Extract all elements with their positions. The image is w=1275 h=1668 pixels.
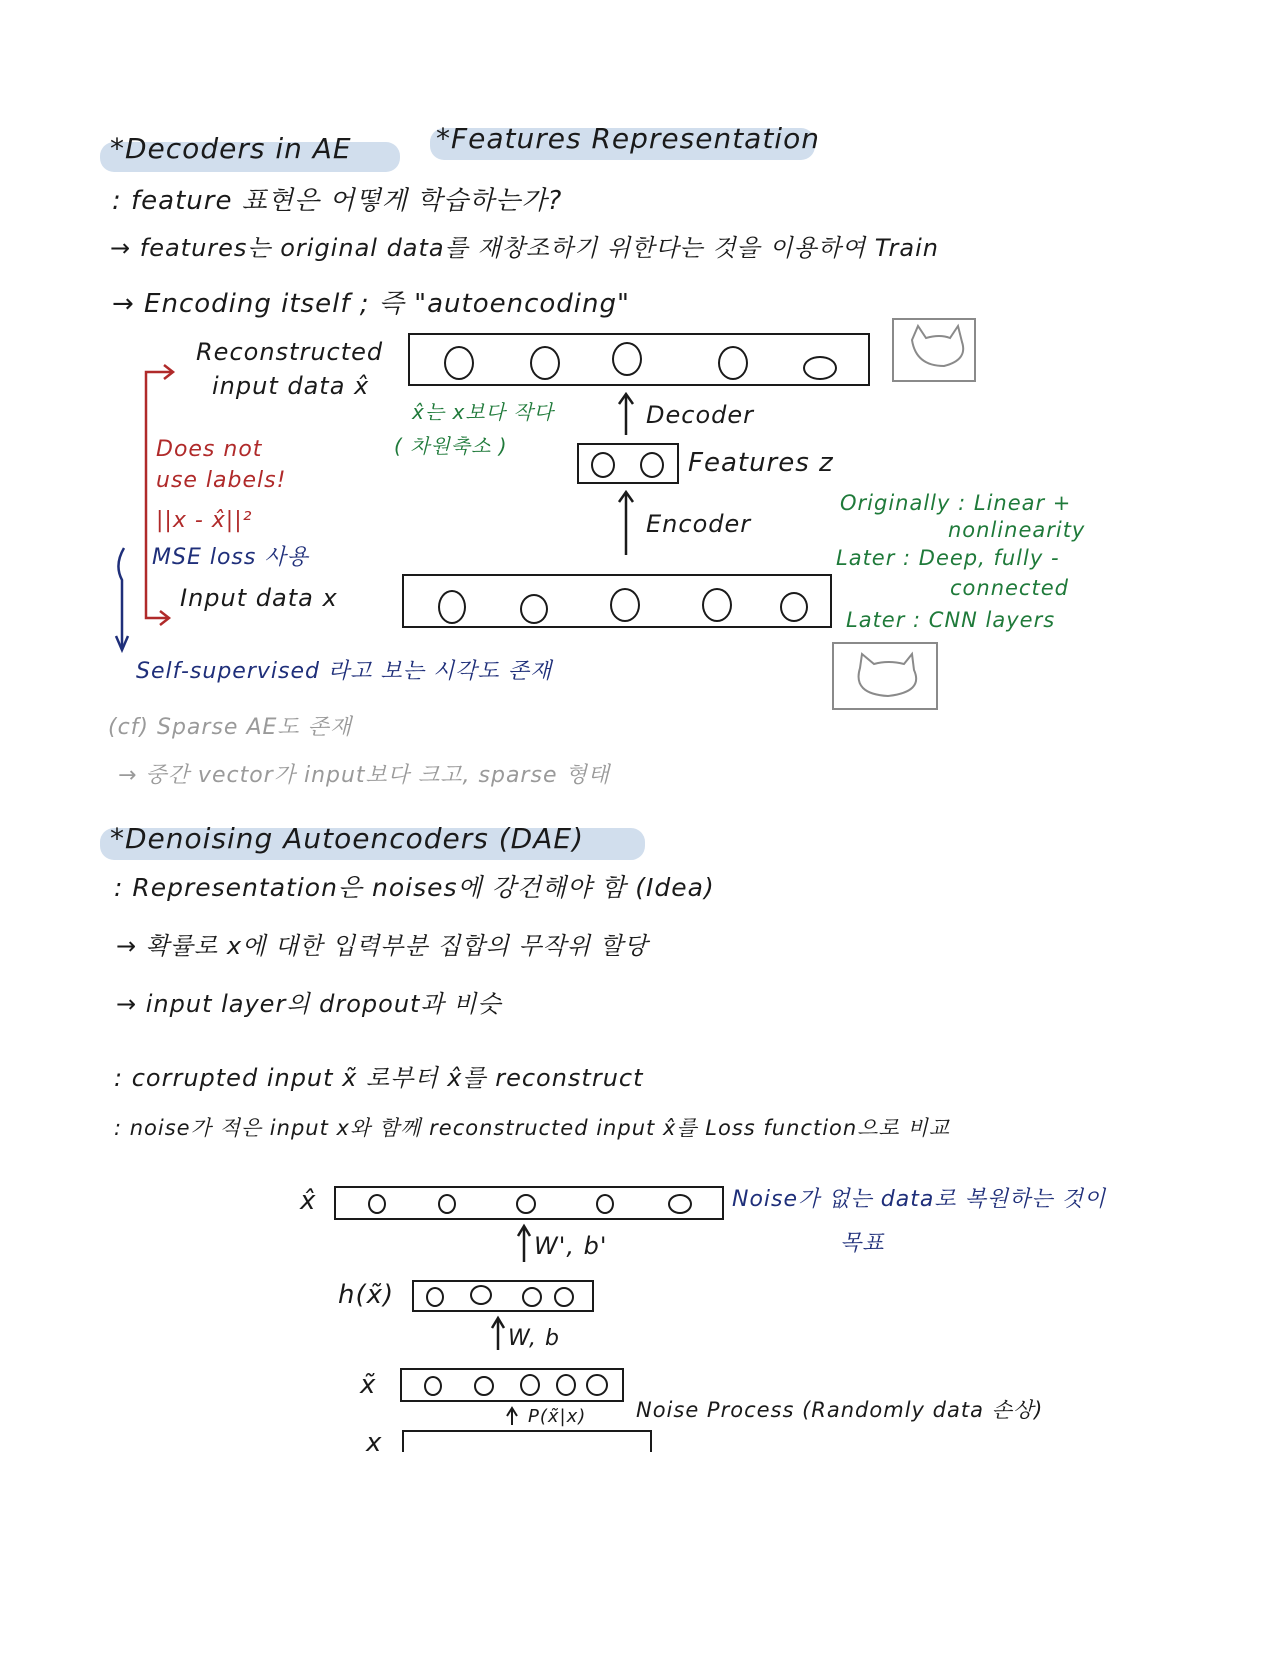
- label-x-hat: x̂: [300, 1186, 317, 1216]
- note-norm: ||x - x̂||²: [156, 508, 253, 533]
- note-noise-process: Noise Process (Randomly data 손상): [636, 1398, 1044, 1422]
- dae-output-node: [668, 1194, 692, 1214]
- dae-output-node: [596, 1194, 614, 1214]
- section2-line1: : Representation은 noises에 강건해야 함 (Idea): [114, 873, 715, 902]
- note-self-supervised: Self-supervised 라고 보는 시각도 존재: [136, 659, 553, 684]
- label-input-data: Input data x: [180, 584, 338, 612]
- dae-output-node: [516, 1194, 536, 1214]
- label-encoder: Encoder: [646, 510, 752, 538]
- section1-line1: : feature 표현은 어떻게 학습하는가?: [112, 186, 563, 216]
- note-does-not: Does not: [156, 437, 263, 462]
- note-nonlinearity: nonlinearity: [948, 518, 1086, 542]
- label-features: Features z: [688, 448, 834, 478]
- note-sparse-vector: → 중간 vector가 input보다 크고, sparse 형태: [118, 763, 610, 788]
- note-mse-loss: MSE loss 사용: [152, 545, 309, 570]
- note-use-labels: use labels!: [156, 468, 287, 493]
- label-p: P(x̃|x): [528, 1406, 587, 1427]
- note-later-cnn: Later : CNN layers: [846, 608, 1056, 632]
- section1-line2: → features는 original data를 재창조하기 위한다는 것을 이용하여 Train: [110, 234, 939, 262]
- dae-corrupted-node: [474, 1376, 494, 1396]
- note-dim-reduction-2: ( 차원축소 ): [394, 434, 508, 458]
- section2-line4: : corrupted input x̃ 로부터 x̂를 reconstruct: [114, 1064, 644, 1092]
- label-decoder: Decoder: [646, 401, 754, 429]
- label-x: x: [366, 1428, 383, 1458]
- dae-output-node: [438, 1194, 456, 1214]
- label-reconstructed: Reconstructed: [196, 338, 384, 366]
- section1-line3: → Encoding itself ; 즉 "autoencoding": [112, 289, 630, 319]
- note-goal-2: 목표: [840, 1231, 885, 1256]
- note-originally: Originally : Linear +: [840, 491, 1072, 515]
- section2-line2: → 확률로 x에 대한 입력부분 집합의 무작위 할당: [116, 932, 649, 960]
- note-sparse-ae: (cf) Sparse AE도 존재: [108, 715, 353, 740]
- label-h: h(x̃): [338, 1280, 395, 1310]
- dae-output-node: [368, 1194, 386, 1214]
- note-goal-1: Noise가 없는 data로 복원하는 것이: [732, 1187, 1107, 1212]
- note-later-deep: Later : Deep, fully -: [836, 546, 1060, 570]
- dae-hidden-node: [554, 1287, 574, 1307]
- label-input-data-hat: input data x̂: [212, 372, 370, 400]
- section1-heading-left: *Decoders in AE: [110, 132, 352, 165]
- dae-hidden-node: [470, 1285, 492, 1305]
- dae-corrupted-node: [520, 1374, 540, 1396]
- note-connected: connected: [950, 576, 1069, 600]
- label-w-prime: W', b': [534, 1232, 608, 1260]
- section1-heading-right: *Features Representation: [436, 122, 820, 155]
- section2-line5: : noise가 적은 input x와 함께 reconstructed input x̂를 Loss function으로 비교: [114, 1116, 951, 1140]
- dae-corrupted-node: [586, 1374, 608, 1396]
- section2-heading: *Denoising Autoencoders (DAE): [110, 822, 584, 855]
- dae-hidden-node: [426, 1287, 444, 1307]
- note-dim-reduction-1: x̂는 x보다 작다: [412, 400, 554, 424]
- section2-line3: → input layer의 dropout과 비슷: [116, 990, 502, 1018]
- label-x-tilde: x̃: [360, 1370, 377, 1400]
- dae-input-box: [402, 1430, 652, 1452]
- dae-hidden-node: [522, 1287, 542, 1307]
- dae-corrupted-node: [424, 1376, 442, 1396]
- label-w: W, b: [508, 1326, 560, 1351]
- dae-corrupted-node: [556, 1374, 576, 1396]
